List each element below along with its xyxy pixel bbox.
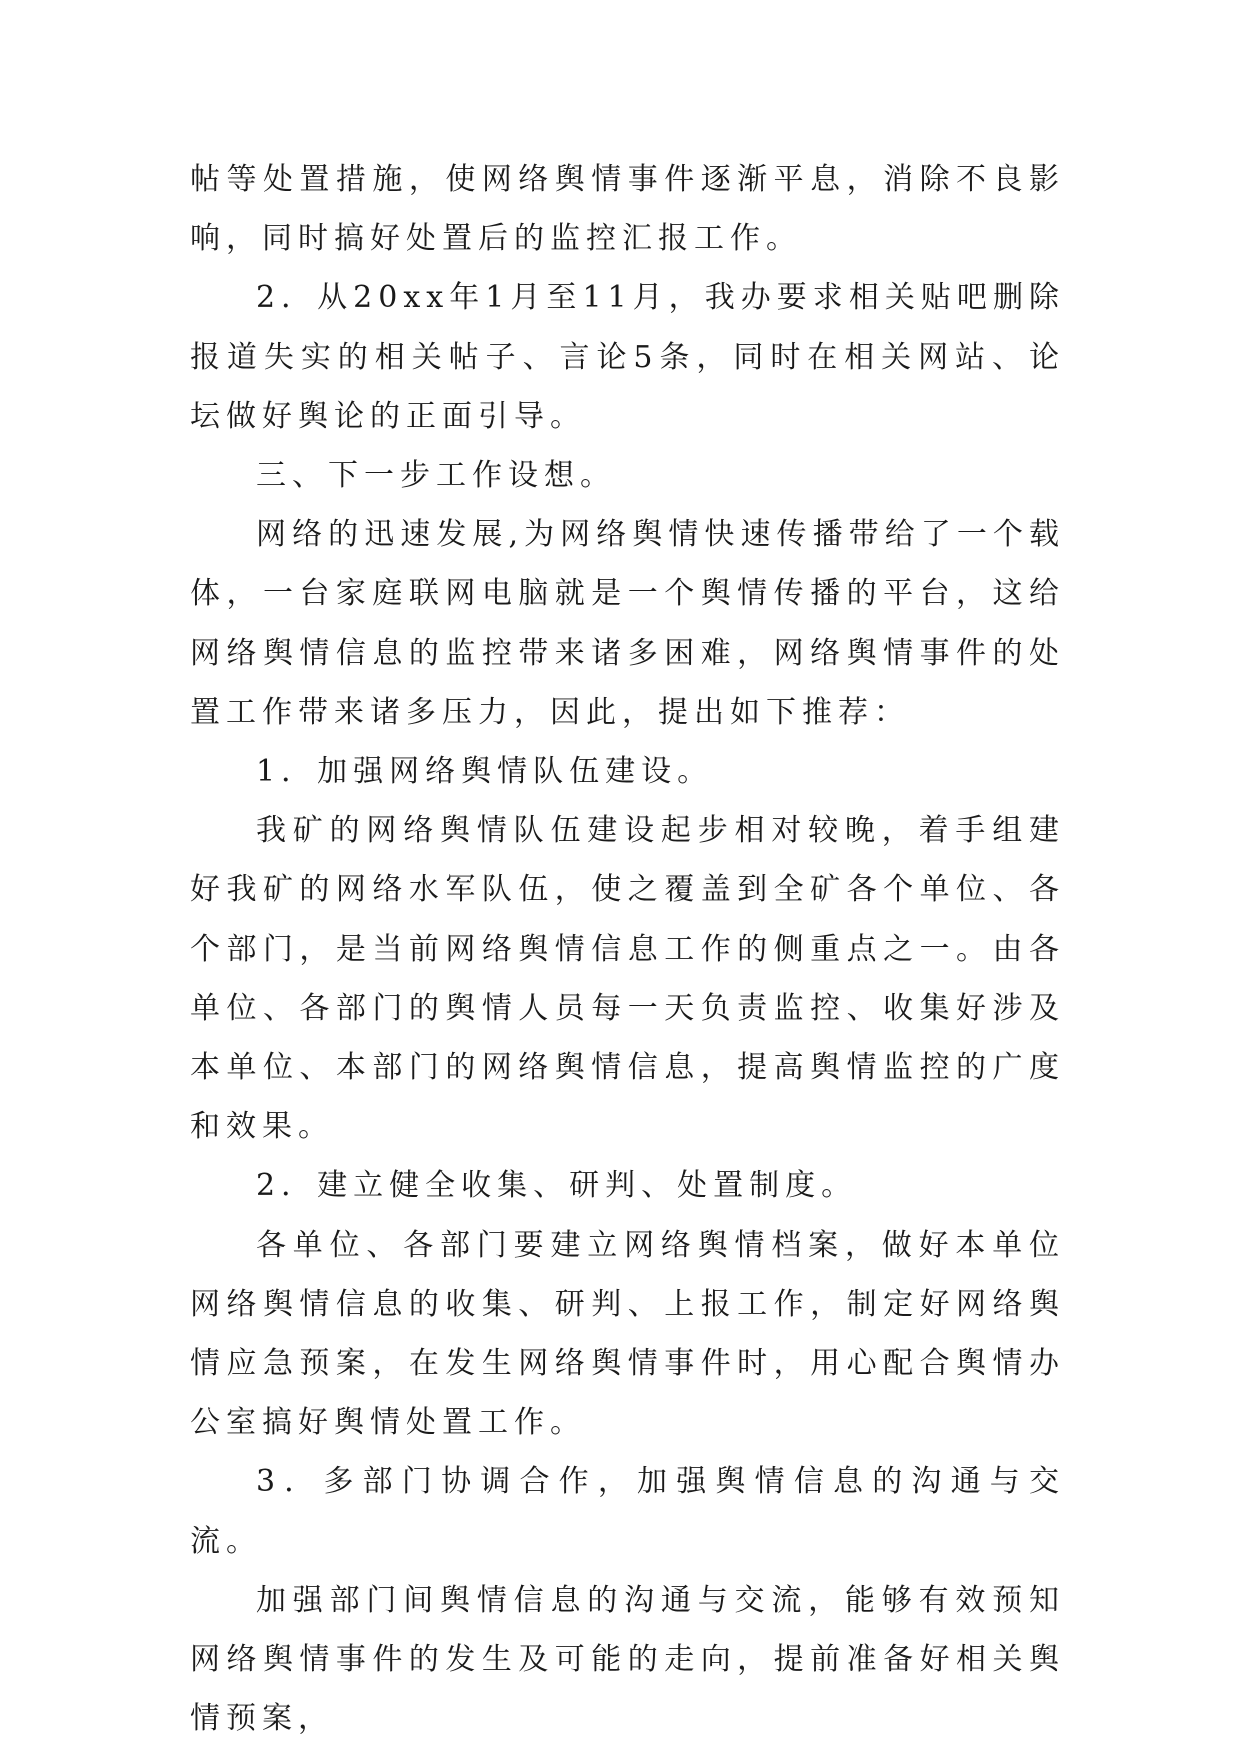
subheading-system-establishment: 2．建立健全收集、研判、处置制度。 xyxy=(256,1168,858,1204)
paragraph-item-2-stats: 2．从20xx年1月至11月，我办要求相关贴吧删除报道失实的相关帖子、言论5条，同时在相关网站、论坛做好舆论的正面引导。 xyxy=(190,280,1065,434)
paragraph-continuation: 帖等处置措施，使网络舆情事件逐渐平息，消除不良影响，同时搞好处置后的监控汇报工作。 xyxy=(190,162,1065,257)
paragraph-cooperation: 加强部门间舆情信息的沟通与交流，能够有效预知网络舆情事件的发生及可能的走向，提前准备好相关舆情预案， xyxy=(190,1582,1065,1737)
paragraph-team-building: 我矿的网络舆情队伍建设起步相对较晚，着手组建好我矿的网络水军队伍，使之覆盖到全矿各个单位、各个部门，是当前网络舆情信息工作的侧重点之一。由各单位、各部门的舆情人员每一天负责监控、收集好涉及本单位、本部门的网络舆情信息，提高舆情监控的广度和效果。 xyxy=(190,813,1065,1145)
subheading-team-building: 1．加强网络舆情队伍建设。 xyxy=(256,754,714,790)
paragraph-network-development: 网络的迅速发展,为网络舆情快速传播带给了一个载体，一台家庭联网电脑就是一个舆情传播的平台，这给网络舆情信息的监控带来诸多困难，网络舆情事件的处置工作带来诸多压力，因此，提出如下推荐： xyxy=(190,517,1065,730)
subheading-cooperation: 3．多部门协调合作，加强舆情信息的沟通与交流。 xyxy=(190,1464,1065,1559)
paragraph-system-establishment: 各单位、各部门要建立网络舆情档案，做好本单位网络舆情信息的收集、研判、上报工作，制定好网络舆情应急预案，在发生网络舆情事件时，用心配合舆情办公室搞好舆情处置工作。 xyxy=(190,1227,1065,1441)
section-heading-next-steps: 三、下一步工作设想。 xyxy=(256,458,616,494)
document-body xyxy=(190,150,1065,1748)
